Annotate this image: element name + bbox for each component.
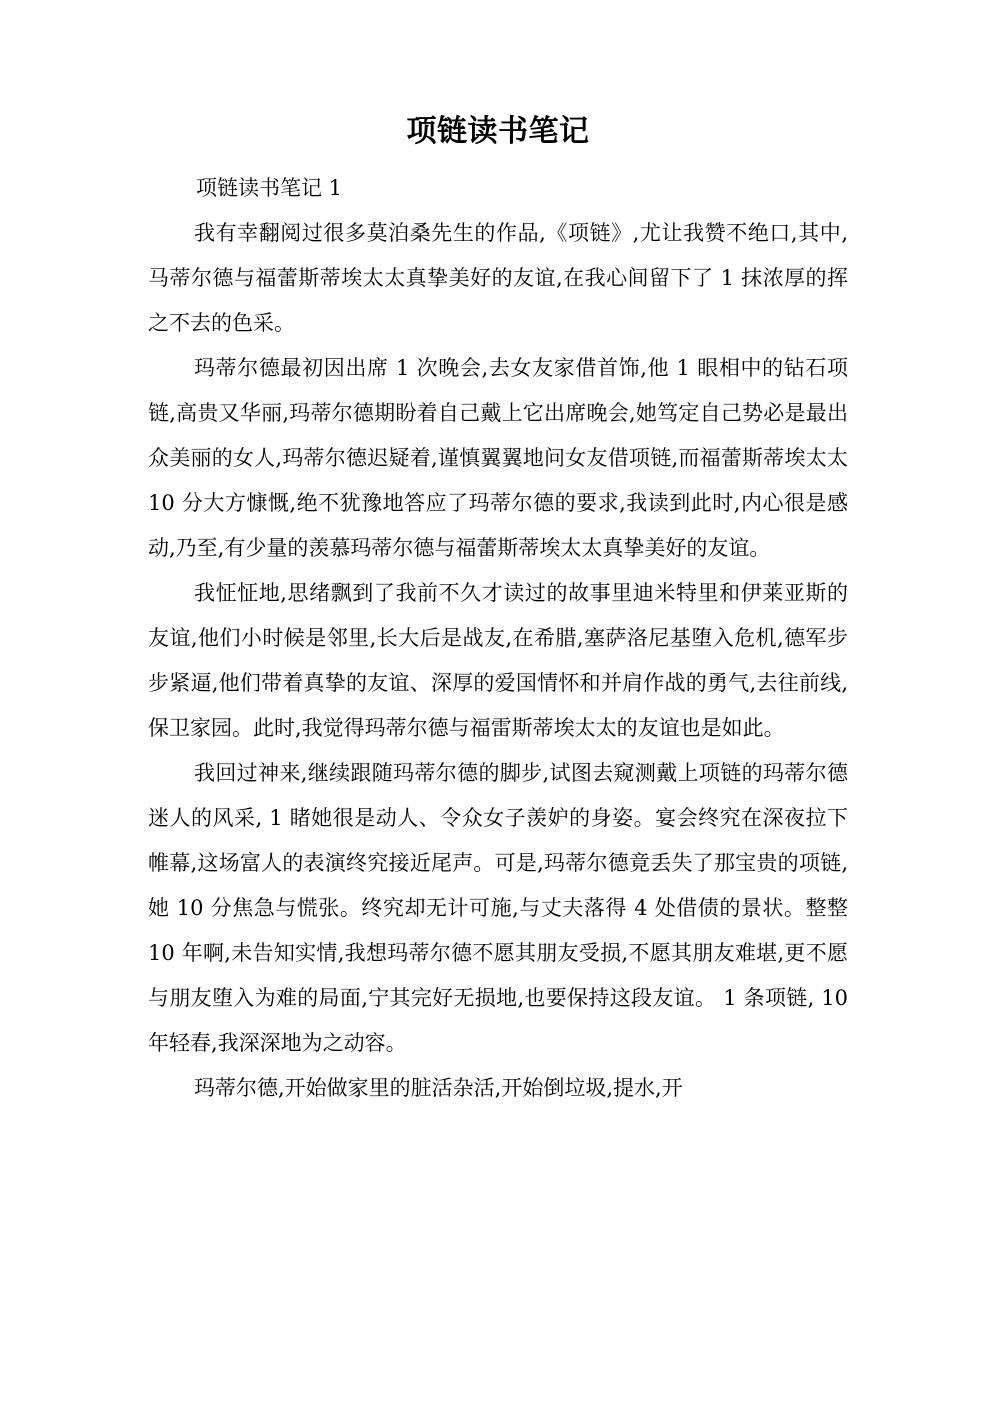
body-paragraph-3: 我怔怔地,思绪飘到了我前不久才读过的故事里迪米特里和伊莱亚斯的友谊,他们小时候是邻里,长大后是战友,在希腊,塞萨洛尼基堕入危机,德军步步紧逼,他们带着真挚的友谊、深厚的爱国情怀和并肩作战的勇气,去往前线,保卫家园。此时,我觉得玛蒂尔德与福雷斯蒂埃太太的友谊也是如此。 <box>148 581 848 740</box>
document-content <box>148 112 848 1111</box>
page-title: 项链读书笔记 <box>406 114 590 149</box>
body-paragraph-2: 玛蒂尔德最初因出席 1 次晚会,去女友家借首饰,他 1 眼相中的钻石项链,高贵又华丽,玛蒂尔德期盼着自己戴上它出席晚会,她笃定自己势必是最出众美丽的女人,玛蒂尔德迟疑着,谨慎翼翼地问女友借项链,而福蕾斯蒂埃太太 10 分大方慷慨,绝不犹豫地答应了玛蒂尔德的要求,我读到此时,内心很是感动,乃至,有少量的羡慕玛蒂尔德与福蕾斯蒂埃太太真挚美好的友谊。 <box>148 356 848 560</box>
body-paragraph-4: 我回过神来,继续跟随玛蒂尔德的脚步,试图去窥测戴上项链的玛蒂尔德迷人的风采, 1 睹她很是动人、令众女子羡妒的身姿。宴会终究在深夜拉下帷幕,这场富人的表演终究接近尾声。可是,玛蒂尔德竟丢失了那宝贵的项链,她 10 分焦急与慌张。终究却无计可施,与丈夫落得 4 处借债的景状。整整 10 年啊,未告知实情,我想玛蒂尔德不愿其朋友受损,不愿其朋友难堪,更不愿与朋友堕入为难的局面,宁其完好无损地,也要保持这段友谊。 1 条项链, 10 年轻春,我深深地为之动容。 <box>148 761 848 1055</box>
section-heading: 项链读书笔记 1 <box>196 176 343 200</box>
body-paragraph-5: 玛蒂尔德,开始做家里的脏活杂活,开始倒垃圾,提水,开 <box>194 1076 683 1100</box>
body-paragraph-1: 我有幸翻阅过很多莫泊桑先生的作品,《项链》,尤让我赞不绝口,其中,马蒂尔德与福蕾斯蒂埃太太真挚美好的友谊,在我心间留下了 1 抹浓厚的挥之不去的色采。 <box>148 221 848 335</box>
